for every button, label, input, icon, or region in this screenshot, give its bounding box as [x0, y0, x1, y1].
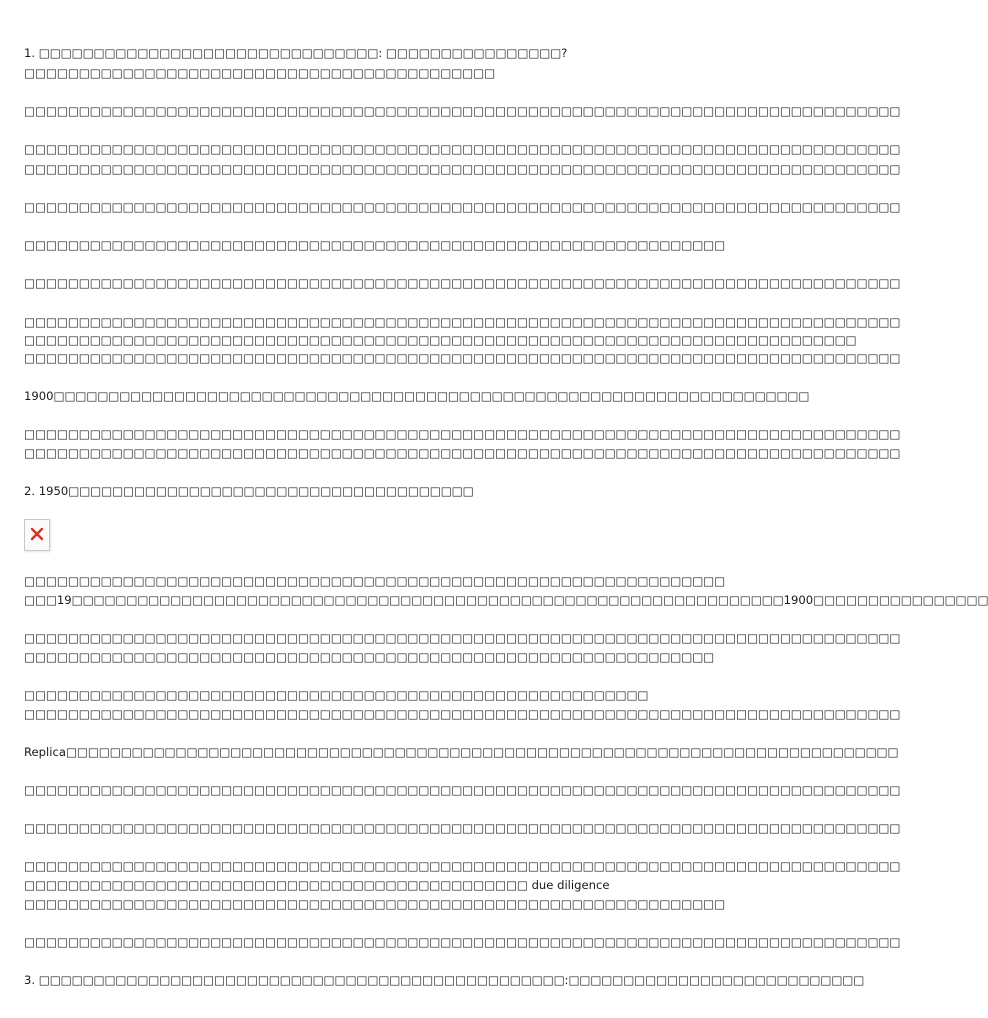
paragraph-line: □□□□□□□□□□□□□□□□□□□□□□□□□□□□□□□□□□□□□□□□□□□□□□□□□□□□□□□□□□□□□□□□□□□□□□□□□□□□□□□□ — [24, 351, 901, 365]
paragraph-line: □□□□□□□□□□□□□□□□□□□□□□□□□□□□□□□□□□□□□□□□□□□□□□□□□□□□□□□□□□□□□□□□□□□□□□□□□□□□□□□□ — [24, 276, 901, 290]
paragraph-line: □□□□□□□□□□□□□□□□□□□□□□□□□□□□□□□□□□□□□□□□□□□□□□□□□□□□□□□□□□□□□□□ — [24, 650, 715, 664]
broken-image-icon — [30, 527, 44, 541]
paragraph-line: □□□□□□□□□□□□□□□□□□□□□□□□□□□□□□□□□□□□□□□□□□□□□□□□□□□□□□□□□□□□□□□□□□□□□□□□□□□□□□□□ — [24, 315, 901, 329]
paragraph-line: □□□□□□□□□□□□□□□□□□□□□□□□□□□□□□□□□□□□□□□□□□□ — [24, 66, 496, 80]
heading-section-3: 3. □□□□□□□□□□□□□□□□□□□□□□□□□□□□□□□□□□□□□□□□□□□□□□□□:□□□□□□□□□□□□□□□□□□□□□□□□□□□ — [24, 973, 865, 987]
heading-section-2: 2. 1950□□□□□□□□□□□□□□□□□□□□□□□□□□□□□□□□□□□□□ — [24, 484, 474, 498]
broken-image — [24, 519, 50, 551]
paragraph-line: □□□□□□□□□□□□□□□□□□□□□□□□□□□□□□□□□□□□□□□□□□□□□□□□□□□□□□□□□□□□□□□□ — [24, 238, 726, 252]
paragraph-line: □□□□□□□□□□□□□□□□□□□□□□□□□□□□□□□□□□□□□□□□□□□□□□□□□□□□□□□□□□□□□□□□□□□□□□□□□□□□□□□□ — [24, 427, 901, 441]
paragraph-line: 1900□□□□□□□□□□□□□□□□□□□□□□□□□□□□□□□□□□□□□□□□□□□□□□□□□□□□□□□□□□□□□□□□□□□□□ — [24, 389, 810, 403]
heading-section-1: 1. □□□□□□□□□□□□□□□□□□□□□□□□□□□□□□□: □□□□□□□□□□□□□□□□? — [24, 46, 568, 60]
paragraph-line: □□□□□□□□□□□□□□□□□□□□□□□□□□□□□□□□□□□□□□□□□□□□□□□□□□□□□□□□□□□□□□□□ — [24, 897, 726, 911]
paragraph-line: □□□□□□□□□□□□□□□□□□□□□□□□□□□□□□□□□□□□□□□□□□□□□□□□□□□□□□□□□ — [24, 688, 649, 702]
paragraph-line: □□□□□□□□□□□□□□□□□□□□□□□□□□□□□□□□□□□□□□□□□□□□□□ due diligence — [24, 878, 610, 892]
paragraph-line: □□□□□□□□□□□□□□□□□□□□□□□□□□□□□□□□□□□□□□□□□□□□□□□□□□□□□□□□□□□□□□□□□□□□□□□□□□□□□□□□ — [24, 821, 901, 835]
paragraph-line: □□□□□□□□□□□□□□□□□□□□□□□□□□□□□□□□□□□□□□□□□□□□□□□□□□□□□□□□□□□□□□□□□□□□□□□□□□□□□□□□ — [24, 104, 901, 118]
paragraph-line: □□□□□□□□□□□□□□□□□□□□□□□□□□□□□□□□□□□□□□□□□□□□□□□□□□□□□□□□□□□□□□□□□□□□□□□□□□□□□□□□ — [24, 631, 901, 645]
paragraph-line: □□□□□□□□□□□□□□□□□□□□□□□□□□□□□□□□□□□□□□□□□□□□□□□□□□□□□□□□□□□□□□□□□□□□□□□□□□□□□□□□ — [24, 783, 901, 797]
paragraph-line: □□□□□□□□□□□□□□□□□□□□□□□□□□□□□□□□□□□□□□□□□□□□□□□□□□□□□□□□□□□□□□□□□□□□□□□□□□□□□□□□ — [24, 859, 901, 873]
paragraph-line: □□□□□□□□□□□□□□□□□□□□□□□□□□□□□□□□□□□□□□□□□□□□□□□□□□□□□□□□□□□□□□□□□□□□□□□□□□□□□□□□ — [24, 935, 901, 949]
paragraph-line: □□□□□□□□□□□□□□□□□□□□□□□□□□□□□□□□□□□□□□□□□□□□□□□□□□□□□□□□□□□□□□□□□□□□□□□□□□□□□□□□ — [24, 200, 901, 214]
paragraph-line: □□□□□□□□□□□□□□□□□□□□□□□□□□□□□□□□□□□□□□□□□□□□□□□□□□□□□□□□□□□□□□□□□□□□□□□□□□□□□□□□ — [24, 162, 901, 176]
paragraph-line: □□□□□□□□□□□□□□□□□□□□□□□□□□□□□□□□□□□□□□□□□□□□□□□□□□□□□□□□□□□□□□□□□□□□□□□□□□□□□□□□ — [24, 142, 901, 156]
paragraph-line: □□□□□□□□□□□□□□□□□□□□□□□□□□□□□□□□□□□□□□□□□□□□□□□□□□□□□□□□□□□□□□□□□□□□□□□□□□□□ — [24, 333, 857, 347]
paragraph-line: □□□19□□□□□□□□□□□□□□□□□□□□□□□□□□□□□□□□□□□□□□□□□□□□□□□□□□□□□□□□□□□□□□□□□1900□□□□□□□□□□□□□□□□ — [24, 593, 988, 607]
paragraph-line: □□□□□□□□□□□□□□□□□□□□□□□□□□□□□□□□□□□□□□□□□□□□□□□□□□□□□□□□□□□□□□□□□□□□□□□□□□□□□□□□ — [24, 446, 901, 460]
paragraph-line: Replica□□□□□□□□□□□□□□□□□□□□□□□□□□□□□□□□□□□□□□□□□□□□□□□□□□□□□□□□□□□□□□□□□□□□□□□□□□□□ — [24, 745, 899, 759]
paragraph-line: □□□□□□□□□□□□□□□□□□□□□□□□□□□□□□□□□□□□□□□□□□□□□□□□□□□□□□□□□□□□□□□□□□□□□□□□□□□□□□□□ — [24, 707, 901, 721]
paragraph-line: □□□□□□□□□□□□□□□□□□□□□□□□□□□□□□□□□□□□□□□□□□□□□□□□□□□□□□□□□□□□□□□□ — [24, 574, 726, 588]
